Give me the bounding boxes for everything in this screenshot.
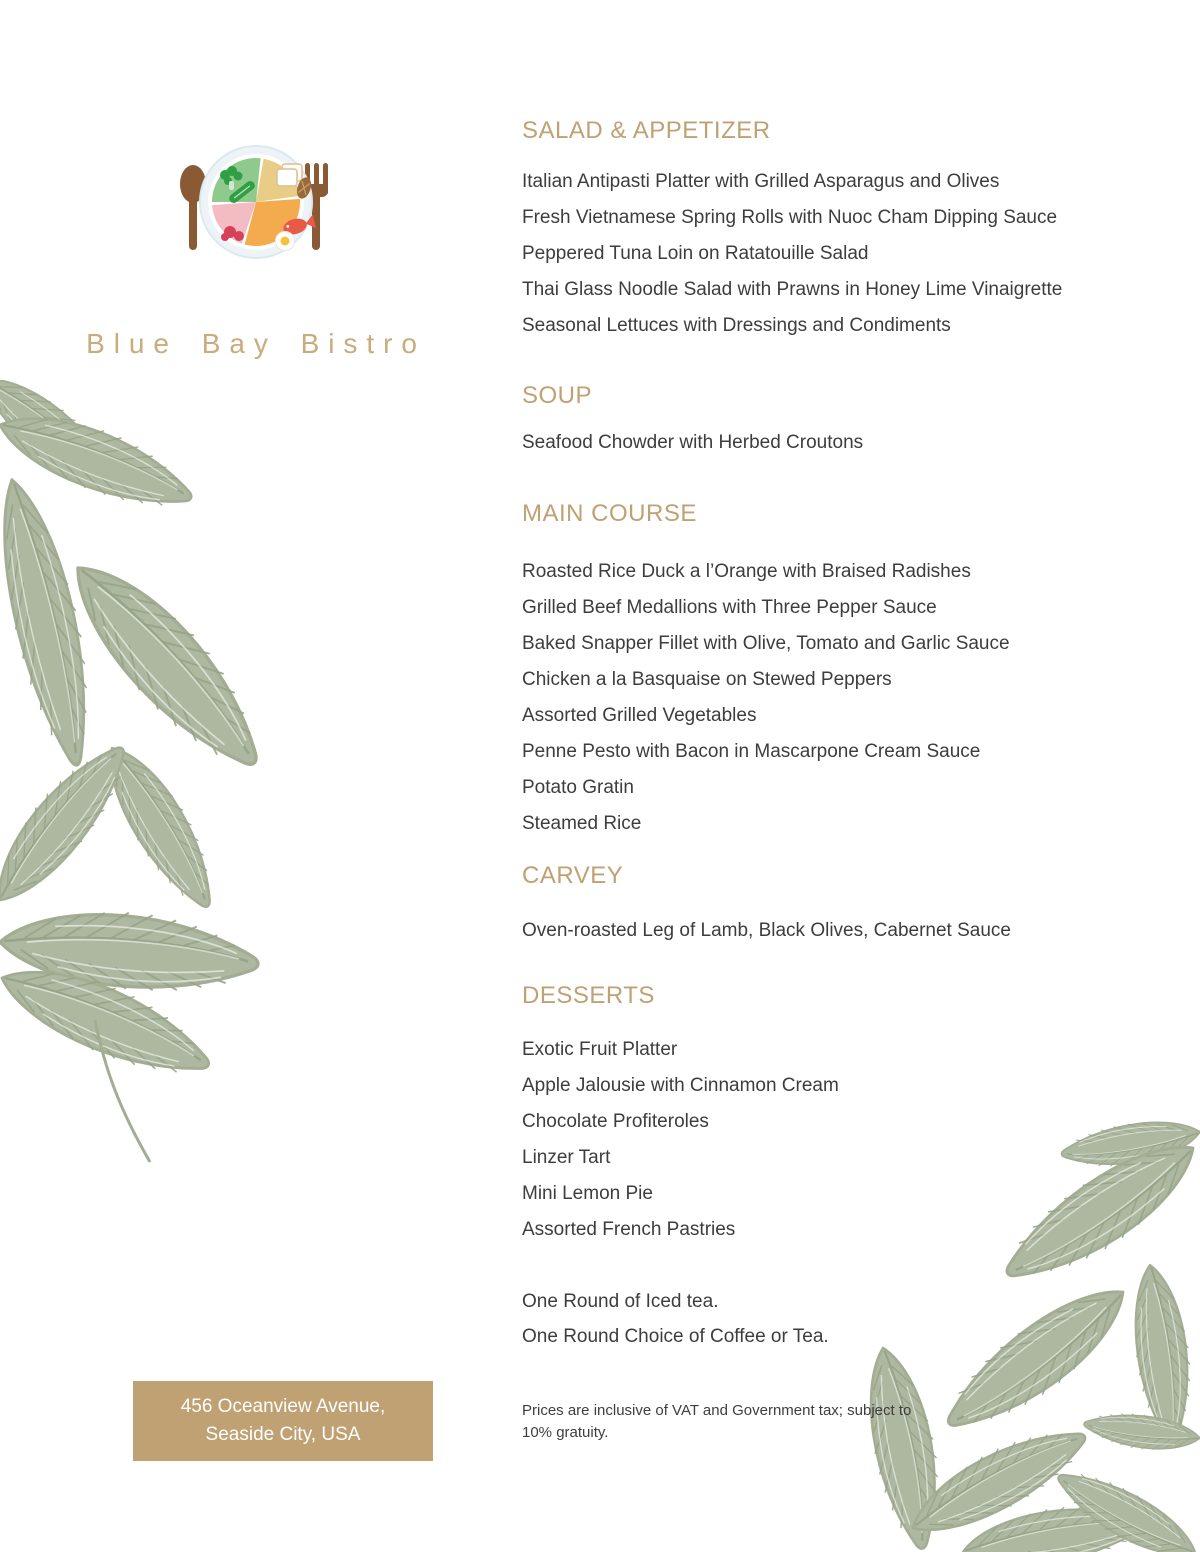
menu-item: Potato Gratin	[522, 777, 634, 798]
section-items-carvey	[522, 913, 1011, 949]
address-box	[133, 1381, 433, 1461]
menu-item: Fresh Vietnamese Spring Rolls with Nuoc Cham Dipping Sauce	[522, 207, 1058, 228]
menu-item: Chocolate Profiteroles	[522, 1111, 709, 1132]
address-line2: Seaside City, USA	[205, 1424, 361, 1445]
menu-item: Linzer Tart	[522, 1147, 611, 1168]
beverage-list	[522, 1284, 829, 1354]
menu-item: Chicken a la Basquaise on Stewed Peppers	[522, 669, 892, 690]
section-items-main-course	[522, 554, 1010, 842]
menu-item: Seafood Chowder with Herbed Croutons	[522, 432, 864, 453]
menu-item: Roasted Rice Duck a l’Orange with Braised Radishes	[522, 561, 971, 582]
beverage-item: One Round of Iced tea.	[522, 1291, 719, 1312]
section-title-main-course: MAIN COURSE	[522, 500, 697, 527]
menu-item: Italian Antipasti Platter with Grilled Asparagus and Olives	[522, 171, 1000, 192]
egg-icon	[276, 232, 295, 251]
menu-item: Exotic Fruit Platter	[522, 1039, 678, 1060]
section-title-soup: SOUP	[522, 382, 593, 409]
section-title-salad-appetizer: SALAD & APPETIZER	[522, 117, 771, 144]
menu-item: Steamed Rice	[522, 813, 642, 834]
menu-item: Grilled Beef Medallions with Three Pepper Sauce	[522, 597, 937, 618]
section-title-desserts: DESSERTS	[522, 982, 655, 1009]
menu-item: Thai Glass Noodle Salad with Prawns in Honey Lime Vinaigrette	[522, 279, 1063, 300]
menu-item: Peppered Tuna Loin on Ratatouille Salad	[522, 243, 869, 264]
menu-item: Assorted Grilled Vegetables	[522, 705, 757, 726]
menu-item: Oven-roasted Leg of Lamb, Black Olives, Cabernet Sauce	[522, 920, 1011, 941]
leaf-decoration-right	[855, 1040, 1200, 1552]
menu-item: Baked Snapper Fillet with Olive, Tomato and Garlic Sauce	[522, 633, 1010, 654]
leaf-decoration-left	[0, 380, 290, 1170]
menu-item: Mini Lemon Pie	[522, 1183, 653, 1204]
menu-item: Seasonal Lettuces with Dressings and Condiments	[522, 315, 951, 336]
restaurant-name: Blue Bay Bistro	[86, 328, 426, 359]
menu-item: Assorted French Pastries	[522, 1219, 736, 1240]
menu-item: Penne Pesto with Bacon in Mascarpone Cream Sauce	[522, 741, 981, 762]
section-items-soup	[522, 425, 863, 461]
tax-footnote-line1: Prices are inclusive of VAT and Government tax; subject to	[522, 1402, 912, 1419]
section-items-salad-appetizer	[522, 164, 1062, 344]
address-line1: 456 Oceanview Avenue,	[180, 1396, 386, 1417]
restaurant-logo	[178, 140, 334, 264]
menu-item: Apple Jalousie with Cinnamon Cream	[522, 1075, 839, 1096]
beverage-item: One Round Choice of Coffee or Tea.	[522, 1326, 829, 1347]
tax-footnote	[522, 1400, 911, 1444]
section-items-desserts	[522, 1032, 839, 1248]
tax-footnote-line2: 10% gratuity.	[522, 1424, 609, 1441]
section-title-carvey: CARVEY	[522, 862, 624, 889]
plate-icon	[200, 146, 316, 258]
